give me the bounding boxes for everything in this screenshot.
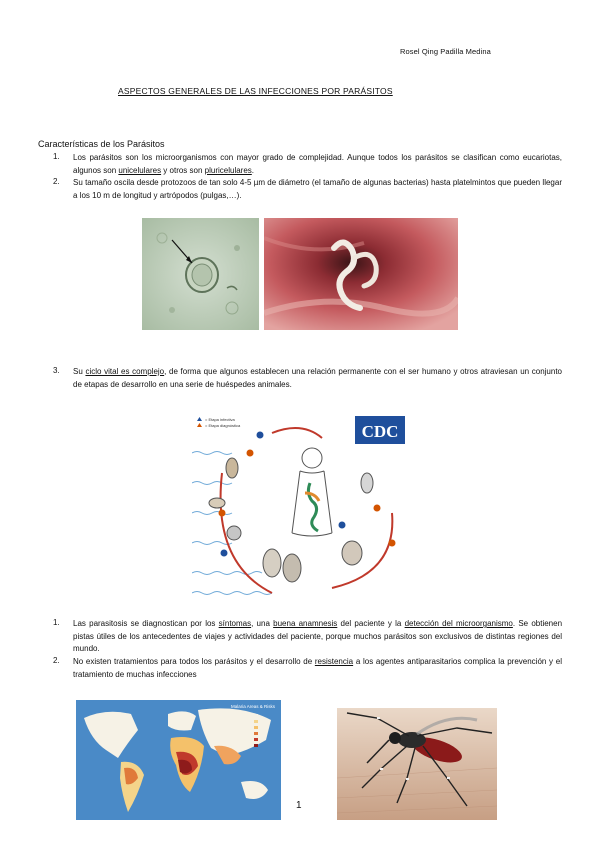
list-item: Su tamaño oscila desde protozoos de tan solo 4-5 µm de diámetro (el tamaño de algunas bacterias) hasta platelmintos que pueden llegar a los 10 m de longitud y artrópodos (pulgas,…). xyxy=(73,178,562,200)
underlined-term: detección del microorganismo xyxy=(404,619,513,628)
document-title: ASPECTOS GENERALES DE LAS INFECCIONES POR PARÁSITOS xyxy=(118,86,393,96)
map-title: Malaria Areas & Risks xyxy=(230,704,276,709)
svg-text:= Etapa diagnóstica: = Etapa diagnóstica xyxy=(205,423,241,428)
intestinal-worm-photo xyxy=(264,218,458,330)
list-item: No existen tratamientos para todos los parásitos y el desarrollo de resistencia a los agentes antiparasitarios complica la prevención y el tratamiento de muchas infecciones xyxy=(73,657,562,679)
underlined-term: unicelulares xyxy=(118,165,162,175)
underlined-term: ciclo vital es complejo xyxy=(85,367,165,376)
underlined-term: buena anamnesis xyxy=(273,619,338,628)
parasite-life-cycle-diagram xyxy=(192,413,418,603)
section-heading: Características de los Parásitos xyxy=(38,139,165,149)
list-item: Las parasitosis se diagnostican por los síntomas, una buena anamnesis del paciente y la detección del microorganismo. Se obtienen pistas útiles de los antecedentes de viajes y actividades del paciente, porque muchos parásitos son exclusivos de distintas regiones del mundo. xyxy=(73,619,563,653)
cdc-logo-text: CDC xyxy=(361,422,399,441)
list-item-number: 1. xyxy=(53,618,60,627)
svg-text:= Etapa infectiva: = Etapa infectiva xyxy=(205,417,235,422)
malaria-world-map xyxy=(76,700,281,820)
underlined-term: resistencia xyxy=(314,657,354,666)
underlined-term: pluricelulares xyxy=(204,165,252,175)
list-item-number: 3. xyxy=(53,366,60,375)
list-item-number: 1. xyxy=(53,152,60,161)
list-item: Los parásitos son los microorganismos con mayor grado de complejidad. Aunque todos los parásitos se clasifican como eucariotas, algunos son unicelulares y otros son pluricelulares. xyxy=(73,153,562,175)
underlined-term: síntomas xyxy=(218,619,252,628)
author-name: Rosel Qing Padilla Medina xyxy=(400,47,491,56)
list-item-number: 2. xyxy=(53,656,60,665)
list-item: Su ciclo vital es complejo, de forma que algunos establecen una relación permanente con el ser humano y otros atraviesan un conjunto de etapas de desarrollo en una serie de huéspedes animales. xyxy=(73,367,562,389)
list-item-number: 2. xyxy=(53,177,60,186)
protozoa-micrograph xyxy=(142,218,259,330)
mosquito-photo xyxy=(337,708,497,820)
page-number: 1 xyxy=(296,800,302,811)
